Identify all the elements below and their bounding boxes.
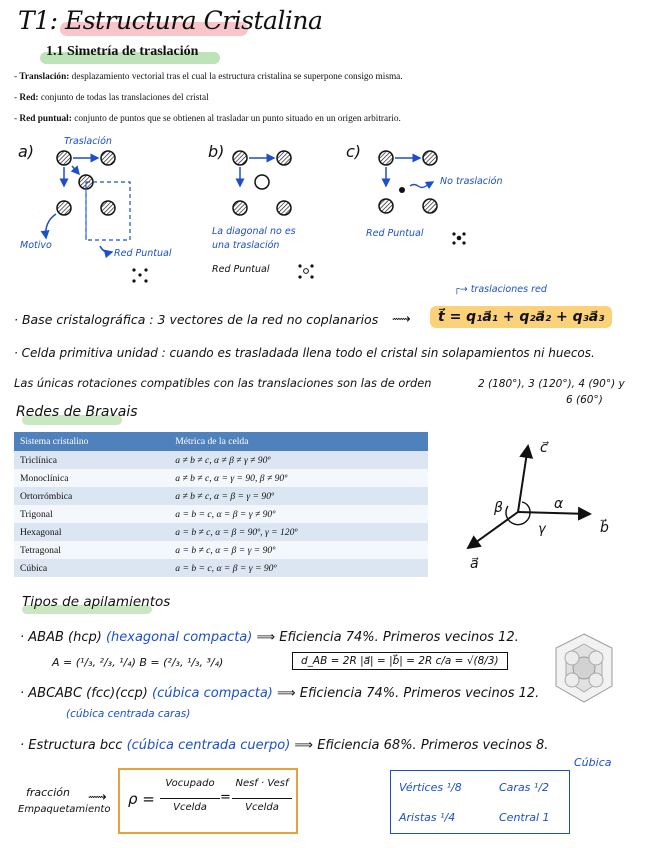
table-row: [14, 559, 428, 577]
cubica-box: [390, 770, 570, 834]
table-cell: Cúbica: [14, 559, 169, 577]
definition-red: - Red: conjunto de todas las translaciones del cristal: [14, 93, 209, 103]
red-puntual-label-b: Red Puntual: [212, 264, 270, 275]
page-title: T1: Estructura Cristalina: [18, 6, 323, 35]
abc-sub: (cúbica centrada caras): [66, 708, 191, 720]
axis-c-label: c⃗: [540, 440, 548, 456]
table-row: [14, 469, 428, 487]
bcc-line: · Estructura bcc (cúbica centrada cuerpo) ⟹ Eficiencia 68%. Primeros vecinos 8.: [20, 738, 549, 753]
table-cell: Trigonal: [14, 505, 169, 523]
table-row: [14, 541, 428, 559]
diagonal-note-1: La diagonal no es: [212, 226, 296, 237]
table-header: Sistema cristalino: [14, 432, 169, 451]
axis-a-label: a⃗: [470, 556, 479, 572]
alpha-label: α: [554, 496, 564, 512]
gamma-label: γ: [538, 522, 546, 537]
arrow-icon: ⟿: [392, 312, 411, 327]
base-text: · Base cristalográfica : 3 vectores de la red no coplanarios: [14, 312, 379, 327]
table-row: [14, 523, 428, 541]
packing-title: Tipos de apilamientos: [22, 594, 171, 610]
rotaciones-values: 2 (180°), 3 (120°), 4 (90°) y: [478, 378, 625, 390]
cubica-central: Central 1: [499, 811, 550, 824]
motivo-label: Motivo: [20, 240, 52, 251]
table-header-row: [14, 432, 428, 451]
table-row: [14, 505, 428, 523]
rotaciones-values-2: 6 (60°): [566, 394, 603, 406]
table-cell: a = b ≠ c, α = β = γ = 90º: [169, 541, 428, 559]
table-cell: a = b = c, α = β = γ = 90º: [169, 559, 428, 577]
label-b: b): [208, 142, 225, 161]
cubica-caras: Caras ¹/2: [499, 781, 550, 794]
abab-line: · ABAB (hcp) (hexagonal compacta) ⟹ Eficiencia 74%. Primeros vecinos 12.: [20, 630, 519, 645]
abab-coords: A = (¹/₃, ²/₃, ¹/₄) B = (²/₃, ¹/₃, ³/₄): [52, 656, 224, 669]
no-traslacion-label: No traslación: [440, 176, 503, 187]
crystal-systems-table: [14, 432, 428, 577]
abc-line: · ABCABC (fcc)(ccp) (cúbica compacta) ⟹ Eficiencia 74%. Primeros vecinos 12.: [20, 686, 540, 701]
cubica-aristas: Aristas ¹/4: [399, 811, 456, 824]
cubica-vertices: Vértices ¹/8: [399, 781, 462, 794]
traslaciones-red-note: ┌→ traslaciones red: [454, 284, 547, 295]
table-row: [14, 451, 428, 469]
label-c: c): [346, 142, 362, 161]
definition-red-puntual: - Red puntual: conjunto de puntos que se obtienen al trasladar un punto situado en un origen arbitrario.: [14, 114, 401, 124]
beta-label: β: [494, 500, 503, 516]
table-cell: a ≠ b ≠ c, α ≠ β ≠ γ ≠ 90º: [169, 451, 428, 469]
section-heading: 1.1 Simetría de traslación: [46, 44, 199, 59]
base-formula: t⃗ = q₁a⃗₁ + q₂a⃗₂ + q₃a⃗₃: [430, 306, 612, 328]
label-a: a): [18, 142, 35, 161]
table-cell: Triclínica: [14, 451, 169, 469]
table-cell: a = b ≠ c, α = β = 90º, γ = 120º: [169, 523, 428, 541]
axis-b-label: b⃗: [600, 520, 609, 536]
table-row: [14, 487, 428, 505]
diagram-a: [46, 151, 148, 283]
rotaciones-text: Las únicas rotaciones compatibles con las translaciones son las de orden: [14, 376, 432, 390]
diagram-b: [233, 151, 314, 279]
table-cell: Hexagonal: [14, 523, 169, 541]
fraction-box: [118, 768, 298, 834]
table-cell: a = b = c, α = β = γ ≠ 90º: [169, 505, 428, 523]
table-cell: a ≠ b ≠ c, α = γ = 90, β ≠ 90º: [169, 469, 428, 487]
lattice-diagrams: [0, 130, 646, 300]
fraccion-label: fracción: [26, 786, 70, 799]
traslacion-label: Traslación: [64, 136, 112, 147]
table-cell: Monoclínica: [14, 469, 169, 487]
fraction-num-2: Nesf · Vesf: [235, 778, 289, 789]
fraction-den-1: Vcelda: [173, 802, 207, 813]
arrow-icon: ⟿: [88, 790, 107, 805]
table-header: Métrica de la celda: [169, 432, 428, 451]
diagonal-note-2: una traslación: [212, 240, 280, 251]
bravais-title: Redes de Bravais: [16, 404, 138, 420]
table-cell: Ortorrómbica: [14, 487, 169, 505]
fraction-num-1: Vocupado: [165, 778, 215, 789]
packing-polyhedron: [548, 630, 620, 706]
table-cell: Tetragonal: [14, 541, 169, 559]
celda-text: · Celda primitiva unidad : cuando es trasladada llena todo el cristal sin solapamientos ni huecos.: [14, 346, 595, 360]
fraction-bar: [160, 798, 220, 799]
fraction-bar: [232, 798, 292, 799]
fraction-den-2: Vcelda: [245, 802, 279, 813]
red-puntual-label-c: Red Puntual: [366, 228, 424, 239]
red-puntual-label-a: Red Puntual: [114, 248, 172, 259]
equals-sign: =: [220, 790, 231, 805]
cubica-title: Cúbica: [574, 756, 612, 769]
table-cell: a ≠ b ≠ c, α = β = γ = 90º: [169, 487, 428, 505]
rho-label: ρ =: [128, 790, 155, 808]
abab-box: d_AB = 2R |a⃗| = |b⃗| = 2R c/a = √(8/3): [292, 652, 508, 670]
empaquetamiento-label: Empaquetamiento: [18, 804, 111, 815]
definition-traslacion: - Translación: desplazamiento vectorial tras el cual la estructura cristalina se superpone consigo misma.: [14, 72, 403, 82]
